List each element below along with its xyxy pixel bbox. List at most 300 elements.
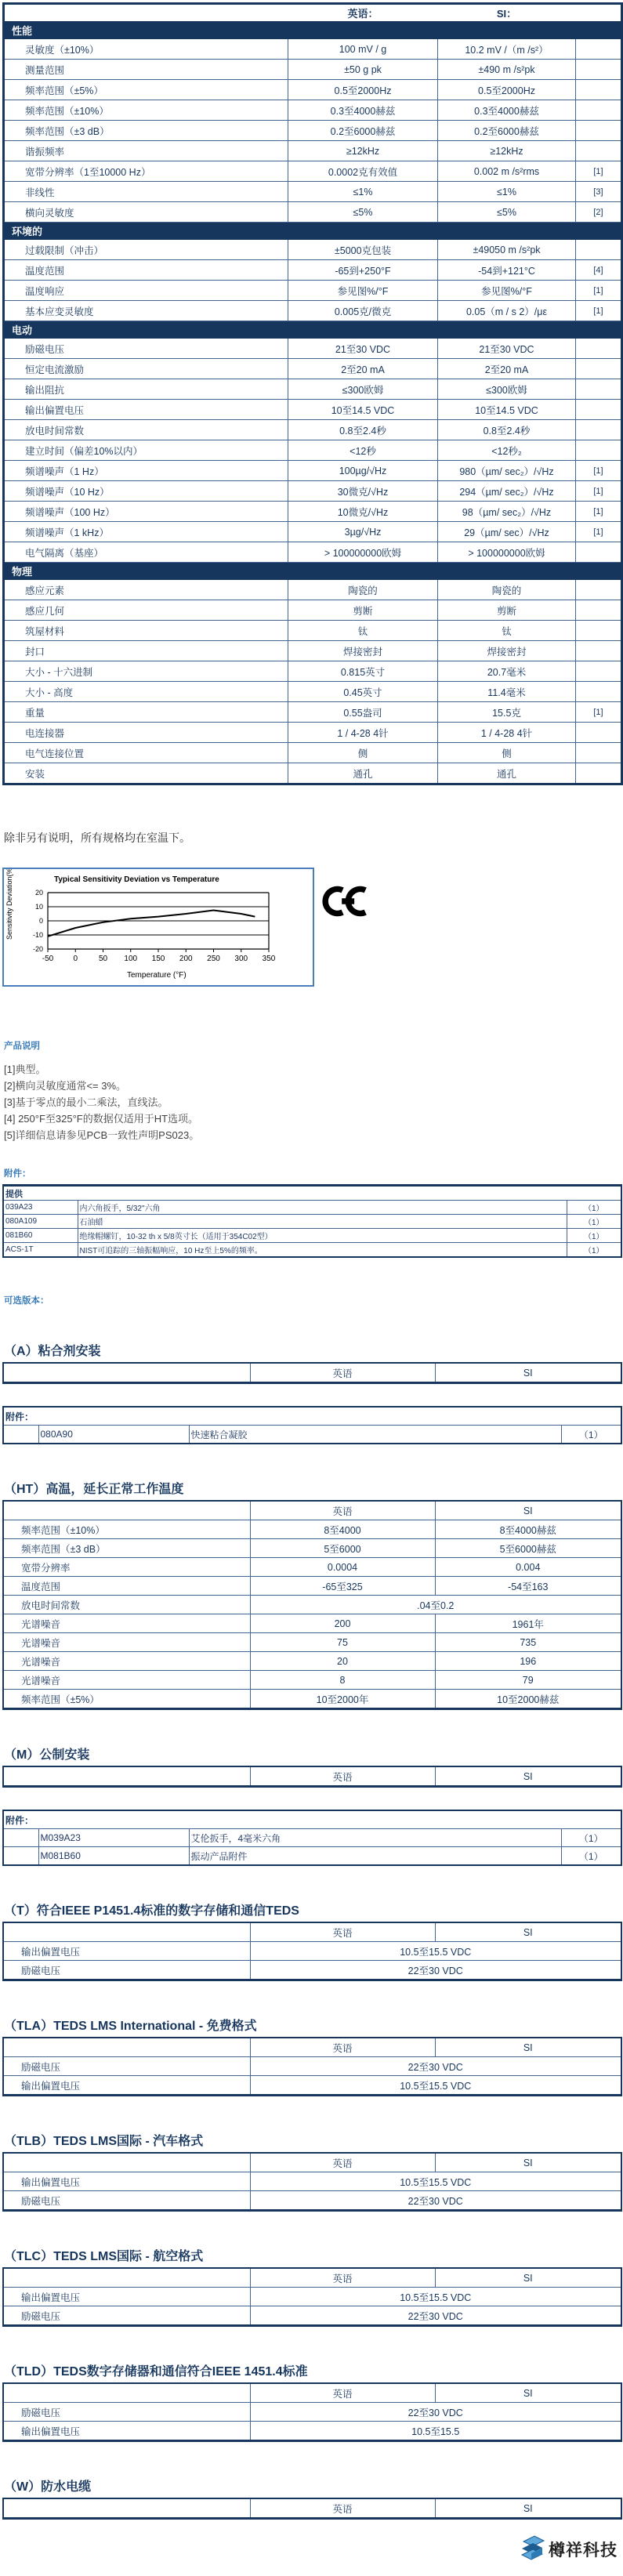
table-row xyxy=(4,420,622,440)
option-row-value-si: 735 xyxy=(435,1633,621,1652)
spec-value-si: 0.05（m / s 2）/με xyxy=(438,301,576,321)
section-bar-title: 物理 xyxy=(4,563,622,580)
spec-header-row xyxy=(4,4,622,22)
chart-row xyxy=(2,868,621,1013)
spec-note: [1] xyxy=(576,702,622,723)
spec-value-english: 1 / 4-28 4针 xyxy=(288,723,438,743)
option-row xyxy=(3,1539,621,1558)
spec-header-empty xyxy=(4,4,288,22)
option-row-value-span: 22至30 VDC xyxy=(250,2057,621,2076)
spec-value-english: 0.3至4000赫兹 xyxy=(288,100,438,121)
option-heading: （W）防水电缆 xyxy=(4,2480,92,2494)
accessory-lead-cell xyxy=(3,1426,38,1444)
product-note-item: [1]典型。 xyxy=(4,1063,46,1075)
chart-ylabel: Sensitivity Deviation(%) xyxy=(5,869,13,940)
spec-value-si: 通孔 xyxy=(438,763,576,784)
table-row xyxy=(4,743,622,763)
option-heading: （TLC）TEDS LMS国际 - 航空格式 xyxy=(4,2250,204,2263)
section-bar-title: 环境的 xyxy=(4,223,622,240)
option-row-label: 宽带分辨率 xyxy=(3,1558,250,1577)
option-header-empty xyxy=(3,1766,250,1787)
spec-label: 安装 xyxy=(4,763,288,784)
accessory-description: NIST可追踪的三轴振幅响应，10 Hz至上5%的频率。 xyxy=(78,1243,567,1258)
spec-label: 大小 - 高度 xyxy=(4,682,288,702)
option-row xyxy=(3,1652,621,1671)
table-row xyxy=(4,379,622,400)
spec-note: [1] xyxy=(576,161,622,182)
spec-value-english: 0.0002克有效值 xyxy=(288,161,438,182)
spec-value-english: 钛 xyxy=(288,621,438,641)
option-section-tlc xyxy=(2,2246,621,2327)
spec-label: 封口 xyxy=(4,641,288,661)
spec-value-english: 0.45英寸 xyxy=(288,682,438,702)
supplied-header-row xyxy=(3,1186,621,1201)
table-row xyxy=(4,461,622,481)
option-row-label: 输出偏置电压 xyxy=(3,2288,250,2306)
spec-note xyxy=(576,379,622,400)
y-tick-label: 0 xyxy=(38,917,43,925)
spec-value-english: 0.5至2000Hz xyxy=(288,80,438,100)
option-table xyxy=(2,2267,622,2327)
x-tick-label: 150 xyxy=(151,955,165,963)
option-table xyxy=(2,2037,622,2096)
product-notes-title: 产品说明 xyxy=(4,1042,40,1051)
option-row xyxy=(3,1671,621,1690)
spec-value-si: 0.5至2000Hz xyxy=(438,80,576,100)
spec-value-si: 10至14.5 VDC xyxy=(438,400,576,420)
chart-svg xyxy=(4,869,310,982)
spec-note xyxy=(576,682,622,702)
spec-value-english: 通孔 xyxy=(288,763,438,784)
spec-note: [1] xyxy=(576,301,622,321)
sensitivity-deviation-chart xyxy=(2,868,314,987)
spec-value-si: 10.2 mV /（m /s²） xyxy=(438,39,576,60)
option-row xyxy=(3,1614,621,1633)
option-header-english: 英语 xyxy=(250,2153,435,2172)
spec-value-english: 2至20 mA xyxy=(288,359,438,379)
spec-note xyxy=(576,240,622,260)
option-row xyxy=(3,2191,621,2211)
product-note-item: [4] 250°F至325°F的数据仅适用于HT选项。 xyxy=(4,1113,199,1125)
logo-stack-icon xyxy=(519,2534,545,2565)
option-accessories-grid xyxy=(2,1810,622,1866)
option-header-si: SI xyxy=(435,2383,621,2403)
spec-value-english: 10微克/√Hz xyxy=(288,502,438,522)
option-row-label: 励磁电压 xyxy=(3,2306,250,2326)
spec-label: 测量范围 xyxy=(4,60,288,80)
option-header-empty xyxy=(3,1363,250,1383)
options-container xyxy=(2,1341,621,2520)
option-table xyxy=(2,1500,622,1710)
spec-note xyxy=(576,60,622,80)
option-row xyxy=(3,2172,621,2191)
option-header-row xyxy=(3,1501,621,1520)
option-row xyxy=(3,2403,621,2422)
x-tick-label: 250 xyxy=(207,955,220,963)
spec-table xyxy=(2,2,621,785)
table-row xyxy=(4,182,622,202)
spec-label: 宽带分辨率（1至10000 Hz） xyxy=(4,161,288,182)
option-header-si: SI xyxy=(435,1766,621,1787)
spec-note xyxy=(576,743,622,763)
chart-xlabel: Temperature (°F) xyxy=(127,971,187,980)
spec-value-si: ≤1% xyxy=(438,182,576,202)
option-row-value-span: 22至30 VDC xyxy=(250,2191,621,2211)
option-row-value-english: -65至325 xyxy=(250,1577,435,1596)
accessory-quantity: （1） xyxy=(561,1847,621,1866)
accessory-quantity: （1） xyxy=(567,1243,621,1258)
optional-versions-label: 可选版本： xyxy=(4,1296,49,1306)
spec-note: [1] xyxy=(576,461,622,481)
accessory-quantity: （1） xyxy=(567,1215,621,1229)
section-bar xyxy=(4,563,622,580)
spec-label: 放电时间常数 xyxy=(4,420,288,440)
spec-value-english: 100µg/√Hz xyxy=(288,461,438,481)
spec-note xyxy=(576,121,622,141)
option-table xyxy=(2,1362,622,1384)
option-row-label: 输出偏置电压 xyxy=(3,1942,250,1961)
option-row-value-si: 79 xyxy=(435,1671,621,1690)
table-row xyxy=(4,400,622,420)
accessory-quantity: （1） xyxy=(561,1426,621,1444)
option-row xyxy=(3,1520,621,1539)
table-row xyxy=(4,621,622,641)
section-bar xyxy=(4,321,622,339)
spec-note xyxy=(576,80,622,100)
product-note-item: [2]横向灵敏度通常<= 3%。 xyxy=(4,1080,127,1092)
spec-value-english: <12秒 xyxy=(288,440,438,461)
spec-note xyxy=(576,400,622,420)
spec-label: 频谱噪声（10 Hz） xyxy=(4,481,288,502)
spec-label: 温度响应 xyxy=(4,281,288,301)
spec-label: 电连接器 xyxy=(4,723,288,743)
option-row-value-span: 10.5至15.5 VDC xyxy=(250,2076,621,2096)
spec-note: [2] xyxy=(576,202,622,223)
option-header-si: SI xyxy=(435,2268,621,2288)
option-heading: （HT）高温，延长正常工作温度 xyxy=(4,1483,184,1496)
option-header-row xyxy=(3,2383,621,2403)
option-header-english: 英语 xyxy=(250,1922,435,1942)
table-row xyxy=(4,39,622,60)
option-header-english: 英语 xyxy=(250,1766,435,1787)
option-row-value-span: 10.5至15.5 VDC xyxy=(250,2172,621,2191)
spec-value-si: 剪断 xyxy=(438,600,576,621)
spec-label: 励磁电压 xyxy=(4,339,288,359)
spec-label: 电气隔离（基座） xyxy=(4,542,288,563)
table-row xyxy=(4,481,622,502)
table-row xyxy=(4,202,622,223)
spec-value-english: 陶瓷的 xyxy=(288,580,438,600)
spec-label: 大小 - 十六进制 xyxy=(4,661,288,682)
accessory-row xyxy=(3,1847,621,1866)
option-header-english: 英语 xyxy=(250,2383,435,2403)
option-row xyxy=(3,1961,621,1980)
option-heading: （T）符合IEEE P1451.4标准的数字存储和通信TEDS xyxy=(4,1904,299,1918)
option-table xyxy=(2,1766,622,1788)
table-row xyxy=(4,723,622,743)
x-tick-label: 50 xyxy=(98,955,108,963)
option-header-english: 英语 xyxy=(250,2038,435,2057)
option-accessories xyxy=(2,1406,621,1444)
option-row-label: 励磁电压 xyxy=(3,1961,250,1980)
accessory-row xyxy=(3,1426,621,1444)
table-row xyxy=(4,661,622,682)
option-row xyxy=(3,2422,621,2441)
option-row-value-si: 0.004 xyxy=(435,1558,621,1577)
option-row-value-span: 10.5至15.5 VDC xyxy=(250,2288,621,2306)
option-row-label: 光谱噪音 xyxy=(3,1652,250,1671)
accessory-part-number: M039A23 xyxy=(38,1829,189,1847)
option-row-label: 励磁电压 xyxy=(3,2403,250,2422)
option-section-tld xyxy=(2,2361,621,2442)
option-row-value-english: 5至6000 xyxy=(250,1539,435,1558)
option-row-value-si: -54至163 xyxy=(435,1577,621,1596)
accessory-lead-cell xyxy=(3,1829,38,1847)
spec-header-notes xyxy=(576,4,622,22)
option-accessories-header-row xyxy=(3,1810,621,1829)
spec-value-si: 0.002 m /s²rms xyxy=(438,161,576,182)
spec-note xyxy=(576,661,622,682)
accessory-lead-cell xyxy=(3,1847,38,1866)
spec-value-si: ±490 m /s²pk xyxy=(438,60,576,80)
spec-note xyxy=(576,100,622,121)
spec-label: 建立时间（偏差10%以内） xyxy=(4,440,288,461)
y-tick-label: 20 xyxy=(34,889,43,897)
product-note-item: [5]详细信息请参见PCB一致性声明PS023。 xyxy=(4,1129,200,1141)
table-row xyxy=(4,60,622,80)
spec-value-english: > 100000000欧姆 xyxy=(288,542,438,563)
spec-value-si: ≤300欧姆 xyxy=(438,379,576,400)
spec-value-si: 29（µm/ sec）/√Hz xyxy=(438,522,576,542)
option-header-empty xyxy=(3,2383,250,2403)
spec-note xyxy=(576,621,622,641)
accessory-row xyxy=(3,1829,621,1847)
option-row-label: 频率范围（±10%） xyxy=(3,1520,250,1539)
accessory-part-number: 080A90 xyxy=(38,1426,189,1444)
spec-label: 重量 xyxy=(4,702,288,723)
option-section-tlb xyxy=(2,2131,621,2212)
spec-value-english: ±5000克包装 xyxy=(288,240,438,260)
spec-label: 灵敏度（±10%） xyxy=(4,39,288,60)
y-tick-label: -10 xyxy=(32,931,43,939)
option-row-value-english: 75 xyxy=(250,1633,435,1652)
option-row xyxy=(3,2057,621,2076)
spec-label: 基本应变灵敏度 xyxy=(4,301,288,321)
spec-label: 输出阻抗 xyxy=(4,379,288,400)
spec-value-english: 焊接密封 xyxy=(288,641,438,661)
spec-value-si: <12秒₂ xyxy=(438,440,576,461)
spec-note: [3] xyxy=(576,182,622,202)
spec-header-english: 英语： xyxy=(347,8,379,20)
accessory-row xyxy=(3,1201,621,1215)
spec-value-si: 1 / 4-28 4针 xyxy=(438,723,576,743)
spec-label: 筑屋材料 xyxy=(4,621,288,641)
spec-note xyxy=(576,141,622,161)
spec-note xyxy=(576,542,622,563)
accessory-description: 快速粘合凝胶 xyxy=(189,1426,561,1444)
option-header-si: SI xyxy=(435,1922,621,1942)
option-row-value-si: 196 xyxy=(435,1652,621,1671)
spec-label: 感应几何 xyxy=(4,600,288,621)
option-row-value-english: 8 xyxy=(250,1671,435,1690)
spec-label: 横向灵敏度 xyxy=(4,202,288,223)
spec-label: 电气连接位置 xyxy=(4,743,288,763)
accessory-part-number: M081B60 xyxy=(38,1847,189,1866)
option-row-value-span: 22至30 VDC xyxy=(250,1961,621,1980)
table-row xyxy=(4,260,622,281)
spec-note: [4] xyxy=(576,260,622,281)
section-bar xyxy=(4,22,622,39)
option-accessories-label: 附件： xyxy=(3,1407,621,1426)
option-row-value-span: .04至0.2 xyxy=(250,1596,621,1614)
supplied-accessories-grid xyxy=(2,1184,622,1258)
option-row-value-si: 8至4000赫兹 xyxy=(435,1520,621,1539)
option-heading: （A）粘合剂安装 xyxy=(4,1345,101,1358)
option-heading: （TLB）TEDS LMS国际 - 汽车格式 xyxy=(4,2135,204,2148)
option-header-row xyxy=(3,2038,621,2057)
spec-note xyxy=(576,440,622,461)
option-row xyxy=(3,1690,621,1709)
option-row-label: 光谱噪音 xyxy=(3,1614,250,1633)
option-header-empty xyxy=(3,2153,250,2172)
spec-value-si: 侧 xyxy=(438,743,576,763)
spec-value-english: 0.005克/微克 xyxy=(288,301,438,321)
spec-label: 频谱噪声（1 Hz） xyxy=(4,461,288,481)
spec-value-english: 0.815英寸 xyxy=(288,661,438,682)
room-temp-note: 除非另有说明，所有规格均在室温下。 xyxy=(4,831,190,844)
table-row xyxy=(4,161,622,182)
spec-value-si: 参见图%/°F xyxy=(438,281,576,301)
table-row xyxy=(4,281,622,301)
spec-value-si: 焊接密封 xyxy=(438,641,576,661)
spec-value-si: > 100000000欧姆 xyxy=(438,542,576,563)
accessory-row xyxy=(3,1243,621,1258)
option-section-tla xyxy=(2,2016,621,2096)
section-bar-title: 电动 xyxy=(4,321,622,339)
option-header-english: 英语 xyxy=(250,2498,435,2519)
option-row-label: 光谱噪音 xyxy=(3,1671,250,1690)
option-header-si: SI xyxy=(435,2038,621,2057)
option-row-value-english: 0.0004 xyxy=(250,1558,435,1577)
option-row xyxy=(3,2076,621,2096)
spec-label: 过载限制（冲击） xyxy=(4,240,288,260)
spec-header-si: SI： xyxy=(496,8,517,20)
table-row xyxy=(4,121,622,141)
company-logo-text: 樽祥科技 xyxy=(549,2542,618,2560)
accessory-row xyxy=(3,1229,621,1243)
accessory-part-number: 039A23 xyxy=(3,1201,78,1215)
spec-label: 频率范围（±5%） xyxy=(4,80,288,100)
spec-value-english: 10至14.5 VDC xyxy=(288,400,438,420)
option-row-label: 频率范围（±3 dB） xyxy=(3,1539,250,1558)
x-tick-label: 300 xyxy=(234,955,248,963)
spec-label: 频谱噪声（1 kHz） xyxy=(4,522,288,542)
spec-value-si: 2至20 mA xyxy=(438,359,576,379)
option-row-label: 输出偏置电压 xyxy=(3,2172,250,2191)
x-tick-label: 350 xyxy=(262,955,276,963)
product-notes-list xyxy=(4,1061,621,1143)
table-row xyxy=(4,80,622,100)
option-row-value-span: 10.5至15.5 VDC xyxy=(250,1942,621,1961)
spec-value-english: 侧 xyxy=(288,743,438,763)
supplied-header-label: 提供 xyxy=(3,1186,621,1201)
spec-value-si: 0.3至4000赫兹 xyxy=(438,100,576,121)
option-heading: （M）公制安装 xyxy=(4,1748,90,1762)
x-tick-label: 100 xyxy=(124,955,138,963)
spec-note xyxy=(576,580,622,600)
spec-note xyxy=(576,420,622,440)
product-note-item: [3]基于零点的最小二乘法，直线法。 xyxy=(4,1096,168,1108)
spec-value-english: 100 mV / g xyxy=(288,39,438,60)
option-row xyxy=(3,1942,621,1961)
spec-note xyxy=(576,763,622,784)
accessory-quantity: （1） xyxy=(567,1229,621,1243)
y-tick-label: -20 xyxy=(32,945,43,953)
option-header-si: SI xyxy=(435,2498,621,2519)
spec-value-si: 15.5克 xyxy=(438,702,576,723)
company-logo xyxy=(519,2534,618,2565)
option-section-m xyxy=(2,1745,621,1866)
option-header-row xyxy=(3,2153,621,2172)
option-row-label: 励磁电压 xyxy=(3,2057,250,2076)
option-row-value-si: 10至2000赫兹 xyxy=(435,1690,621,1709)
option-header-row xyxy=(3,2498,621,2519)
option-header-row xyxy=(3,2268,621,2288)
option-row-value-english: 20 xyxy=(250,1652,435,1671)
option-header-row xyxy=(3,1766,621,1787)
option-row-label: 输出偏置电压 xyxy=(3,2422,250,2441)
option-accessories-label: 附件： xyxy=(3,1810,621,1829)
spec-note xyxy=(576,723,622,743)
spec-value-si: 钛 xyxy=(438,621,576,641)
spec-value-english: 0.2至6000赫兹 xyxy=(288,121,438,141)
spec-value-english: ≤5% xyxy=(288,202,438,223)
option-row-value-english: 10至2000年 xyxy=(250,1690,435,1709)
option-header-row xyxy=(3,1363,621,1383)
table-row xyxy=(4,580,622,600)
option-row-value-si: 1961年 xyxy=(435,1614,621,1633)
spec-label: 温度范围 xyxy=(4,260,288,281)
accessory-row xyxy=(3,1215,621,1229)
spec-value-si: 0.2至6000赫兹 xyxy=(438,121,576,141)
spec-table-grid xyxy=(2,2,623,785)
option-header-row xyxy=(3,1922,621,1942)
table-row xyxy=(4,682,622,702)
option-row xyxy=(3,1596,621,1614)
option-row xyxy=(3,2288,621,2306)
accessory-description: 石油蜡 xyxy=(78,1215,567,1229)
spec-value-english: 0.8至2.4秒 xyxy=(288,420,438,440)
chart-title: Typical Sensitivity Deviation vs Temperature xyxy=(54,875,219,884)
option-header-si: SI xyxy=(435,2153,621,2172)
spec-label: 频率范围（±10%） xyxy=(4,100,288,121)
option-header-si: SI xyxy=(435,1501,621,1520)
ce-mark-icon xyxy=(320,883,368,923)
option-header-empty xyxy=(3,1922,250,1942)
option-row-value-span: 10.5至15.5 xyxy=(250,2422,621,2441)
option-row-value-span: 22至30 VDC xyxy=(250,2403,621,2422)
spec-value-english: ≤300欧姆 xyxy=(288,379,438,400)
option-accessories-header-row xyxy=(3,1407,621,1426)
spec-value-english: ≤1% xyxy=(288,182,438,202)
spec-value-english: 3µg/√Hz xyxy=(288,522,438,542)
spec-value-si: ≥12kHz xyxy=(438,141,576,161)
data-line xyxy=(48,911,255,937)
spec-value-english: 0.55盎司 xyxy=(288,702,438,723)
section-bar xyxy=(4,223,622,240)
table-row xyxy=(4,600,622,621)
option-header-english: 英语 xyxy=(250,1501,435,1520)
